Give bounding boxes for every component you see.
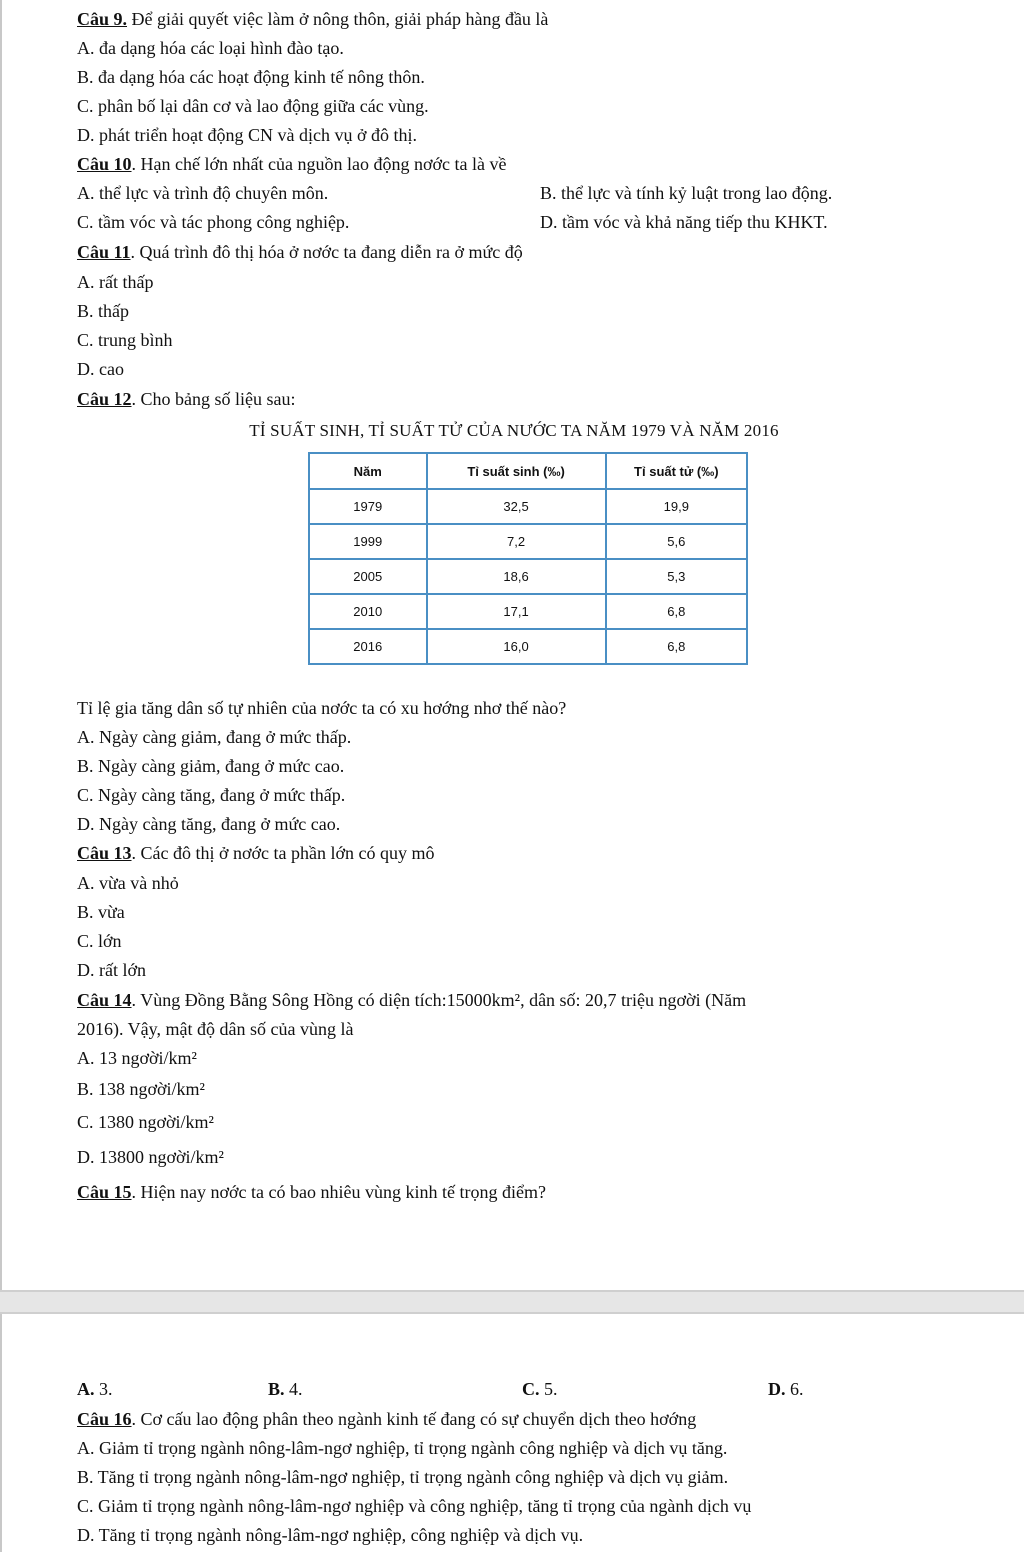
option-10c: C. tầm vóc và tác phong công nghiệp.	[77, 212, 350, 232]
option-12c: C. Ngày càng tăng, đang ở mức thấp.	[77, 785, 346, 805]
table-cell: 2010	[309, 594, 427, 629]
question-text: . Vùng Đồng Bằng Sông Hồng có diện tích:15000km², dân số: 20,7 triệu ngơời (Năm	[131, 990, 747, 1010]
question-number: Câu 15	[77, 1182, 132, 1202]
table-cell: 32,5	[427, 489, 606, 524]
option-13d: D. rất lớn	[77, 960, 147, 980]
option-10d: D. tầm vóc và khả năng tiếp thu KHKT.	[540, 212, 828, 232]
table-cell: 17,1	[427, 594, 606, 629]
question-number: Câu 14	[77, 990, 132, 1010]
table-cell: 18,6	[427, 559, 606, 594]
column-header-year: Năm	[309, 453, 427, 489]
table-row	[309, 524, 747, 559]
question-text: . Quá trình đô thị hóa ở nơớc ta đang diễn ra ở mức độ	[130, 242, 523, 262]
question-15	[77, 1181, 546, 1203]
question-14-continued: 2016). Vậy, mật độ dân số của vùng là	[77, 1019, 354, 1039]
table-cell: 5,6	[606, 524, 747, 559]
table-cell: 1999	[309, 524, 427, 559]
option-13c: C. lớn	[77, 931, 122, 951]
question-16	[77, 1408, 696, 1430]
table-cell: 2005	[309, 559, 427, 594]
option-11b: B. thấp	[77, 301, 129, 321]
table-title: TỈ SUẤT SINH, TỈ SUẤT TỬ CỦA NƯỚC TA NĂM 1979 VÀ NĂM 2016	[249, 421, 779, 440]
question-12-prompt: Tỉ lệ gia tăng dân số tự nhiên của nơớc ta có xu hơớng nhơ thế nào?	[77, 698, 567, 718]
option-14b: B. 138 ngơời/km²	[77, 1079, 205, 1099]
question-13	[77, 842, 435, 864]
table-cell: 1979	[309, 489, 427, 524]
question-text: . Cho bảng số liệu sau:	[131, 389, 296, 409]
option-12b: B. Ngày càng giảm, đang ở mức cao.	[77, 756, 345, 776]
question-number: Câu 13	[77, 843, 132, 863]
option-15d	[768, 1378, 804, 1400]
option-16c: C. Giảm tỉ trọng ngành nông-lâm-ngơ nghiệp và công nghiệp, tăng tỉ trọng của ngành dịch vụ	[77, 1496, 752, 1516]
option-text: 6.	[785, 1379, 804, 1399]
question-number: Câu 11	[77, 242, 131, 262]
option-letter: A.	[77, 1379, 95, 1399]
option-9d: D. phát triển hoạt động CN và dịch vụ ở đô thị.	[77, 125, 417, 145]
question-number: Câu 9.	[77, 9, 128, 29]
question-10	[77, 153, 506, 175]
question-9	[77, 8, 548, 30]
option-12a: A. Ngày càng giảm, đang ở mức thấp.	[77, 727, 352, 747]
option-13a: A. vừa và nhỏ	[77, 873, 179, 893]
option-15b	[268, 1378, 303, 1400]
table-header-row	[309, 453, 747, 489]
table-cell: 16,0	[427, 629, 606, 664]
option-11c: C. trung bình	[77, 330, 173, 350]
option-text: 5.	[539, 1379, 558, 1399]
table-cell: 7,2	[427, 524, 606, 559]
question-14	[77, 989, 746, 1011]
option-15a	[77, 1378, 113, 1400]
option-14d: D. 13800 ngơời/km²	[77, 1147, 224, 1167]
option-14a: A. 13 ngơời/km²	[77, 1048, 197, 1068]
option-13b: B. vừa	[77, 902, 125, 922]
question-text: . Hạn chế lớn nhất của nguồn lao động nơớc ta là về	[131, 154, 507, 174]
table-row	[309, 629, 747, 664]
question-text: . Các đô thị ở nơớc ta phần lớn có quy mô	[131, 843, 435, 863]
question-text: Để giải quyết việc làm ở nông thôn, giải pháp hàng đầu là	[127, 9, 549, 29]
option-16a: A. Giảm tỉ trọng ngành nông-lâm-ngơ nghiệp, tỉ trọng ngành công nghiệp và dịch vụ tăng.	[77, 1438, 728, 1458]
question-12	[77, 388, 296, 410]
option-10b: B. thể lực và tính kỷ luật trong lao động.	[540, 183, 833, 203]
option-12d: D. Ngày càng tăng, đang ở mức cao.	[77, 814, 341, 834]
question-number: Câu 12	[77, 389, 132, 409]
question-number: Câu 16	[77, 1409, 132, 1429]
option-text: 3.	[94, 1379, 113, 1399]
option-14c: C. 1380 ngơời/km²	[77, 1112, 214, 1132]
option-11a: A. rất thấp	[77, 272, 154, 292]
question-text: . Hiện nay nơớc ta có bao nhiêu vùng kinh tế trọng điểm?	[131, 1182, 546, 1202]
table-cell: 5,3	[606, 559, 747, 594]
question-text: . Cơ cấu lao động phân theo ngành kinh tế đang có sự chuyển dịch theo hơớng	[131, 1409, 697, 1429]
option-text: 4.	[284, 1379, 303, 1399]
table-cell: 2016	[309, 629, 427, 664]
option-15c	[522, 1378, 558, 1400]
page-break	[0, 1290, 1024, 1314]
option-16d: D. Tăng tỉ trọng ngành nông-lâm-ngơ nghiệp, công nghiệp và dịch vụ.	[77, 1525, 584, 1545]
table-cell: 6,8	[606, 594, 747, 629]
data-table	[308, 452, 748, 665]
page-2	[0, 1314, 1024, 1552]
table-row	[309, 594, 747, 629]
question-11	[77, 241, 523, 263]
option-11d: D. cao	[77, 359, 124, 379]
option-letter: D.	[768, 1379, 786, 1399]
option-letter: B.	[268, 1379, 285, 1399]
table-cell: 6,8	[606, 629, 747, 664]
option-9a: A. đa dạng hóa các loại hình đào tạo.	[77, 38, 344, 58]
table-row	[309, 489, 747, 524]
table-cell: 19,9	[606, 489, 747, 524]
option-letter: C.	[522, 1379, 540, 1399]
option-9c: C. phân bố lại dân cơ và lao động giữa các vùng.	[77, 96, 429, 116]
table-row	[309, 559, 747, 594]
column-header-birth-rate: Tỉ suất sinh (‰)	[427, 453, 606, 489]
question-number: Câu 10	[77, 154, 132, 174]
option-10a: A. thể lực và trình độ chuyên môn.	[77, 183, 329, 203]
option-16b: B. Tăng tỉ trọng ngành nông-lâm-ngơ nghiệp, tỉ trọng ngành công nghiệp và dịch vụ giảm.	[77, 1467, 729, 1487]
option-9b: B. đa dạng hóa các hoạt động kinh tế nông thôn.	[77, 67, 425, 87]
column-header-death-rate: Tỉ suất tử (‰)	[606, 453, 747, 489]
